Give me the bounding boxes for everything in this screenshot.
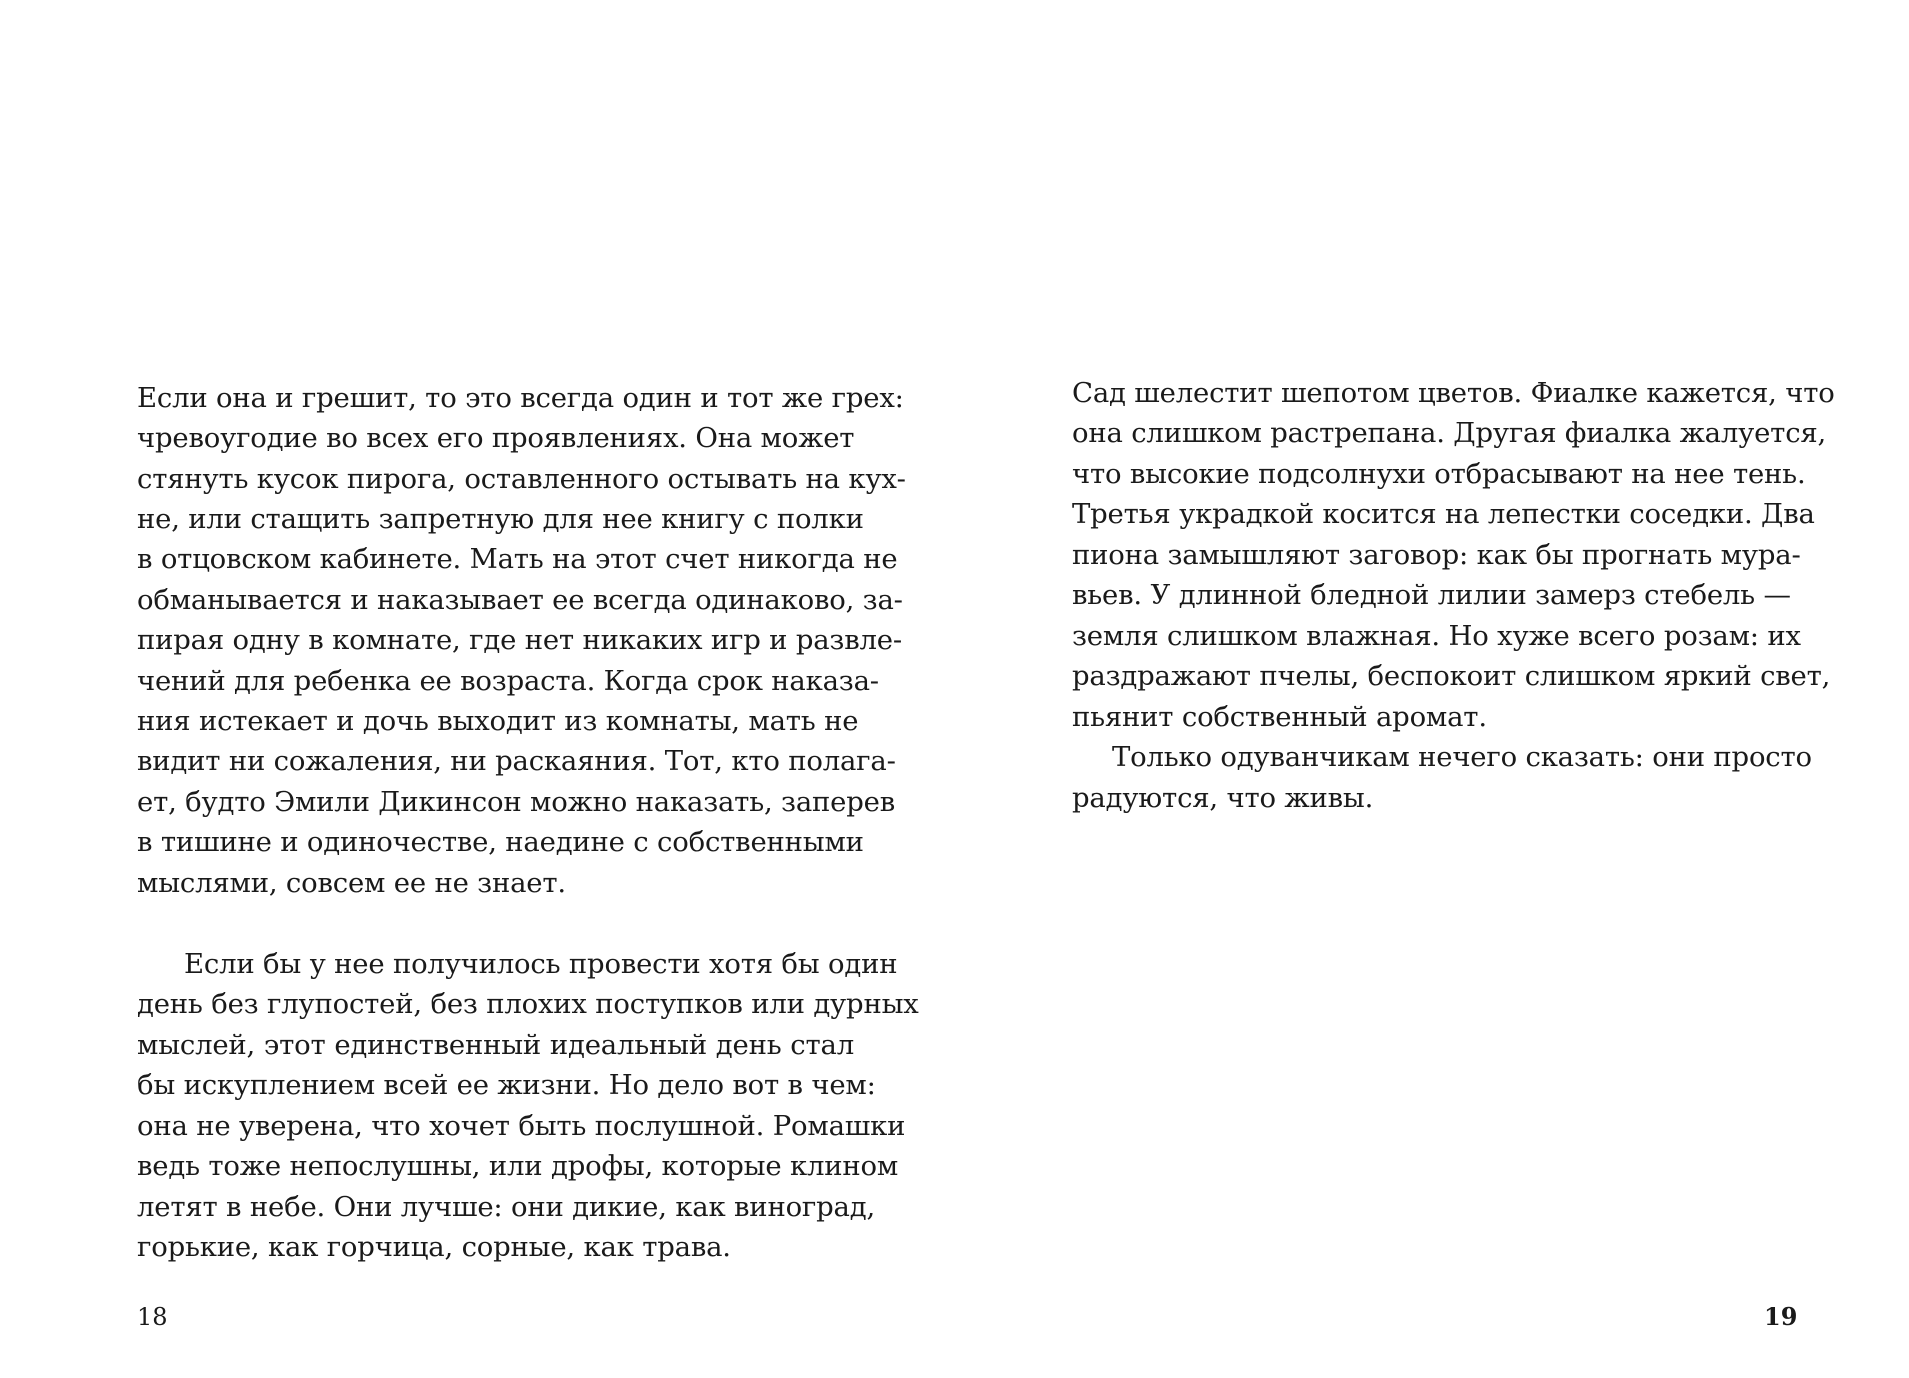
- text-line: она не уверена, что хочет быть послушной. Ромашки: [137, 1110, 906, 1142]
- text-line: ведь тоже непослушны, или дрофы, которые клином: [137, 1150, 899, 1182]
- text-line: в тишине и одиночестве, наедине с собственными: [137, 826, 864, 858]
- page-number-right: 19: [1764, 1302, 1798, 1331]
- text-line: пиона замышляют заговор: как бы прогнать мура-: [1072, 539, 1801, 571]
- text-line: бы искуплением всей ее жизни. Но дело вот в чем:: [137, 1069, 876, 1101]
- text-line: ния истекает и дочь выходит из комнаты, мать не: [137, 705, 859, 737]
- text-line: мыслей, этот единственный идеальный день стал: [137, 1029, 854, 1061]
- text-line: обманывается и наказывает ее всегда одинаково, за-: [137, 584, 903, 616]
- text-line: стянуть кусок пирога, оставленного остывать на кух-: [137, 463, 906, 495]
- text-line: Если бы у нее получилось провести хотя бы один: [184, 948, 898, 980]
- text-line: ет, будто Эмили Дикинсон можно наказать, заперев: [137, 786, 896, 818]
- left-page: [0, 0, 954, 1378]
- text-line: в отцовском кабинете. Мать на этот счет никогда не: [137, 543, 898, 575]
- text-line: земля слишком влажная. Но хуже всего розам: их: [1072, 620, 1801, 652]
- text-line: чений для ребенка ее возраста. Когда срок наказа-: [137, 665, 879, 697]
- text-line: чревоугодие во всех его проявлениях. Она может: [137, 422, 855, 454]
- text-line: не, или стащить запретную для нее книгу с полки: [137, 503, 864, 535]
- text-line: она слишком растрепана. Другая фиалка жалуется,: [1072, 417, 1827, 449]
- right-page: [954, 0, 1909, 1378]
- text-line: день без глупостей, без плохих поступков или дурных: [137, 988, 919, 1020]
- text-line: летят в небе. Они лучше: они дикие, как виноград,: [137, 1191, 876, 1223]
- text-line: Сад шелестит шепотом цветов. Фиалке кажется, что: [1072, 377, 1835, 409]
- text-line: вьев. У длинной бледной лилии замерз стебель —: [1072, 579, 1791, 611]
- text-line: радуются, что живы.: [1072, 782, 1374, 814]
- text-line: Третья украдкой косится на лепестки соседки. Два: [1072, 498, 1815, 530]
- text-line: что высокие подсолнухи отбрасывают на нее тень.: [1072, 458, 1806, 490]
- text-line: мыслями, совсем ее не знает.: [137, 867, 566, 899]
- text-line: пирая одну в комнате, где нет никаких игр и развле-: [137, 624, 902, 656]
- text-line: пьянит собственный аромат.: [1072, 701, 1487, 733]
- page-number-left: 18: [137, 1303, 168, 1331]
- text-line: горькие, как горчица, сорные, как трава.: [137, 1231, 731, 1263]
- text-line: Только одуванчикам нечего сказать: они просто: [1112, 741, 1812, 773]
- text-line: раздражают пчелы, беспокоит слишком яркий свет,: [1072, 660, 1831, 692]
- text-line: видит ни сожаления, ни раскаяния. Тот, кто полага-: [137, 745, 896, 777]
- text-line: Если она и грешит, то это всегда один и тот же грех:: [137, 382, 904, 414]
